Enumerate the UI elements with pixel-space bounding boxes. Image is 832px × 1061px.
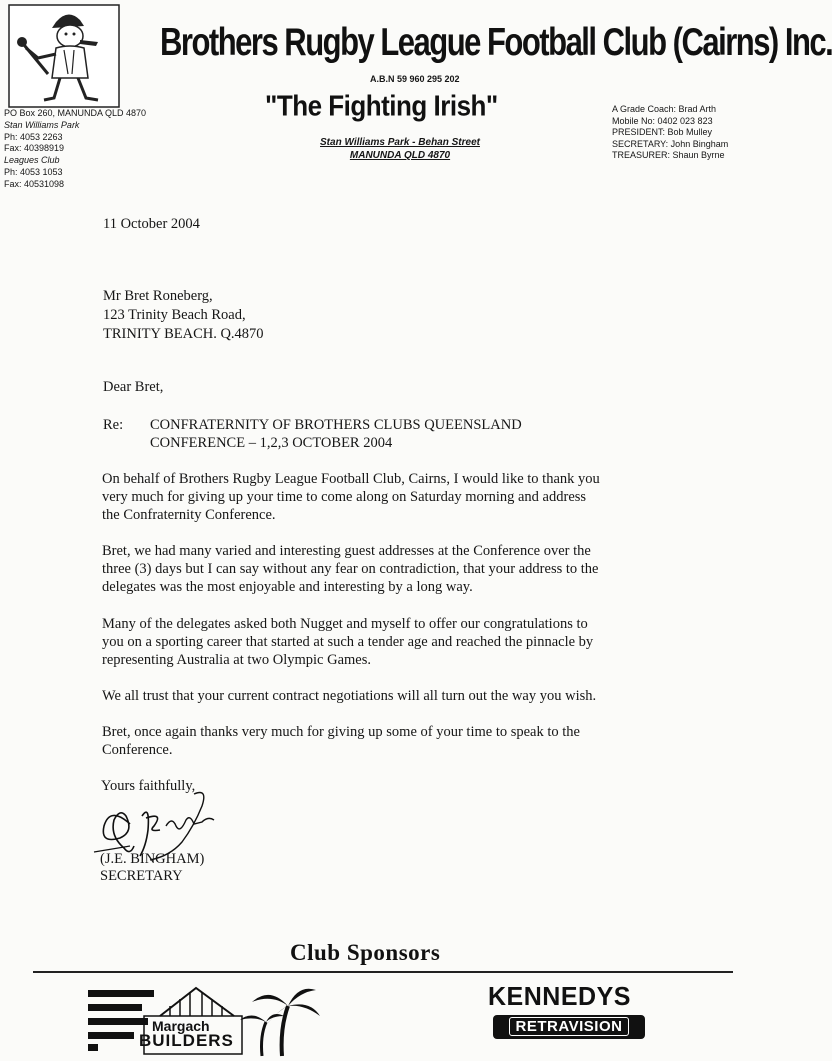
abn-number: A.B.N 59 960 295 202 bbox=[370, 74, 460, 84]
recipient-line: 123 Trinity Beach Road, bbox=[103, 307, 246, 323]
paragraph-3 bbox=[102, 615, 647, 669]
mascot-logo-icon bbox=[8, 4, 120, 108]
paragraph-line: Bret, we had many varied and interesting guest addresses at the Conference over the bbox=[102, 543, 591, 559]
salutation: Dear Bret, bbox=[103, 379, 164, 395]
official-line: Mobile No: 0402 023 823 bbox=[612, 115, 713, 126]
venue-address bbox=[300, 136, 500, 162]
paragraph-line: representing Australia at two Olympic Games. bbox=[102, 652, 371, 668]
letter-date: 11 October 2004 bbox=[103, 216, 200, 232]
subject-line-2: CONFERENCE – 1,2,3 OCTOBER 2004 bbox=[150, 435, 393, 451]
closing: Yours faithfully, bbox=[101, 778, 196, 794]
paragraph-line: very much for giving up your time to come along on Saturday morning and address bbox=[102, 489, 587, 505]
contact-line: Ph: 4053 2263 bbox=[4, 131, 63, 142]
official-line: SECRETARY: John Bingham bbox=[612, 138, 729, 149]
sponsors-divider bbox=[33, 971, 733, 973]
paragraph-4 bbox=[102, 687, 647, 705]
venue-line-1: Stan Williams Park - Behan Street bbox=[320, 137, 480, 148]
margach-name: Margach bbox=[152, 1018, 210, 1034]
recipient-address bbox=[103, 287, 264, 344]
official-line: TREASURER: Shaun Byrne bbox=[612, 150, 725, 161]
contact-line: Ph: 4053 1053 bbox=[4, 166, 63, 177]
contact-line: PO Box 260, MANUNDA QLD 4870 bbox=[4, 108, 147, 118]
club-nickname: "The Fighting Irish" bbox=[265, 89, 498, 122]
subject-line bbox=[150, 416, 522, 452]
paragraph-5 bbox=[102, 723, 647, 759]
paragraph-line: We all trust that your current contract negotiations will all turn out the way you wish. bbox=[102, 688, 597, 704]
paragraph-line: the Confraternity Conference. bbox=[102, 507, 276, 523]
re-label: Re: bbox=[103, 417, 124, 433]
contact-line: Fax: 40531098 bbox=[4, 178, 65, 189]
paragraph-1 bbox=[102, 470, 647, 524]
paragraph-line: three (3) days but I can say without any fear on contradiction, that your address to the bbox=[102, 561, 599, 577]
paragraph-line: Conference. bbox=[102, 742, 173, 758]
paragraph-line: Bret, once again thanks very much for giving up some of your time to speak to the bbox=[102, 724, 580, 740]
signatory-title: SECRETARY bbox=[100, 868, 183, 884]
subject-line-1: CONFRATERNITY OF BROTHERS CLUBS QUEENSLAND bbox=[150, 417, 522, 433]
sponsors-heading: Club Sponsors bbox=[290, 940, 441, 965]
venue-line-2: MANUNDA QLD 4870 bbox=[349, 150, 451, 161]
contact-details bbox=[4, 108, 146, 191]
official-line: A Grade Coach: Brad Arth bbox=[612, 104, 717, 114]
recipient-line: TRINITY BEACH. Q.4870 bbox=[103, 326, 264, 342]
club-officials bbox=[612, 104, 748, 162]
recipient-line: Mr Bret Roneberg, bbox=[103, 288, 213, 304]
retravision-logo bbox=[493, 1015, 645, 1039]
retravision-label: RETRAVISION bbox=[509, 1017, 630, 1036]
kennedys-logo: KENNEDYS bbox=[488, 982, 631, 1012]
paragraph-line: you on a sporting career that started at such a tender age and reached the pinnacle by bbox=[102, 634, 594, 650]
official-line: PRESIDENT: Bob Mulley bbox=[612, 127, 713, 138]
paragraph-line: On behalf of Brothers Rugby League Football Club, Cairns, I would like to thank you bbox=[102, 471, 600, 487]
paragraph-line: Many of the delegates asked both Nugget and myself to offer our congratulations to bbox=[102, 616, 588, 632]
signatory-name: (J.E. BINGHAM) bbox=[100, 851, 205, 867]
builders-name: BUILDERS bbox=[139, 1031, 234, 1050]
club-name: Brothers Rugby League Football Club (Cairns) Inc. bbox=[160, 20, 832, 64]
contact-line: Stan Williams Park bbox=[4, 119, 80, 130]
contact-line: Leagues Club bbox=[4, 155, 60, 166]
contact-line: Fax: 40398919 bbox=[4, 143, 65, 154]
paragraph-2 bbox=[102, 542, 647, 596]
paragraph-line: delegates was the most enjoyable and interesting by a long way. bbox=[102, 579, 473, 595]
